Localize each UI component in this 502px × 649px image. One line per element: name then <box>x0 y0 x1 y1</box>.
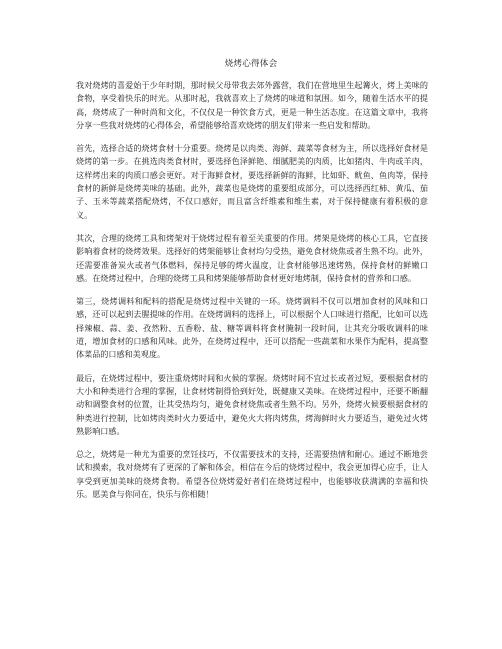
paragraph-conclusion: 总之，烧烤是一种尤为重要的烹饪技巧，不仅需要技术的支持，还需要热情和耐心。通过不断地尝试和摸索，我对烧烤有了更深的了解和体会，相信在今后的烧烤过程中，我会更加得心应手，让人享受到更加美味的烧烤食物。希望各位烧烤爱好者们在烧烤过程中，也能够收获满满的幸福和快乐。愿美食与你同在，快乐与你相随！ <box>76 449 428 500</box>
document-body <box>76 79 428 501</box>
paragraph-heat-control: 最后，在烧烤过程中，要注重烧烤时间和火候的掌握。烧烤时间不宜过长或者过短，要根据食材的大小和种类进行合理的掌握，让食材烤制得恰到好处，既健康又美味。在烧烤过程中，还要不断翻动和调整食材的位置，让其受热均匀，避免食材烧焦或者生熟不均。另外，烧烤火候要根据食材的种类进行控制，比如烤肉类时火力要适中，避免火大将肉烤焦，烤海鲜时火力要适当，避免过火烤熟影响口感。 <box>76 372 428 436</box>
paragraph-intro: 我对烧烤的喜爱始于少年时期，那时候父母带我去郊外露营，我们在营地里生起篝火，烤上美味的食物，享受着快乐的时光。从那时起，我就喜欢上了烧烤的味道和氛围。如今，随着生活水平的提高，烧烤成了一种时尚和文化，不仅仅是一种饮食方式，更是一种生活态度。在这篇文章中，我将分享一些我对烧烤的心得体会，希望能够给喜欢烧烤的朋友们带来一些启发和帮助。 <box>76 80 428 130</box>
paragraph-ingredients: 首先，选择合适的烧烤食材十分重要。烧烤是以肉类、海鲜、蔬菜等食材为主，所以选择好食材是烧烤的第一步。在挑选肉类食材时，要选择色泽鲜艳、细腻肥美的肉质，比如猪肉、牛肉或羊肉，这样烤出来的肉质口感会更好。对于海鲜食材，要选择新鲜的海鲜，比如虾、鱿鱼、鱼肉等，保持食材的新鲜是烧烤美味的基础。此外，蔬菜也是烧烤的重要组成部分，可以选择西红柿、黄瓜、茄子、玉米等蔬菜搭配烧烤，不仅口感好，而且富含纤维素和维生素，对于保持健康有着积极的意义。 <box>76 143 428 220</box>
paragraph-tools: 其次，合理的烧烤工具和烤架对于烧烤过程有着至关重要的作用。烤架是烧烤的核心工具，它直接影响着食材的烧烤效果。选择好的烤架能够让食材均匀受热，避免食材烧焦或者生熟不均。此外，还需要准备炭火或者气体燃料，保持足够的烤火温度，让食材能够迅速烤熟，保持食材的鲜嫩口感。在烧烤过程中，合理的烧烤工具和烤架能够帮助食材更好地烤制，保持食材的营养和口感。 <box>76 232 428 283</box>
document-title: 烧烤心得体会 <box>224 59 278 69</box>
paragraph-seasoning: 第三，烧烤调料和配料的搭配是烧烤过程中关键的一环。烧烤调料不仅可以增加食材的风味和口感，还可以起到去腥提味的作用。在烧烤调料的选择上，可以根据个人口味进行搭配，比如可以选择辣椒、蒜、姜、孜然粉、五香粉、盐、糖等调料将食材腌制一段时间，让其充分吸收调料的味道，增加食材的口感和风味。此外，在烧烤过程中，还可以搭配一些蔬菜和水果作为配料，提高整体菜品的口感和美观度。 <box>76 296 428 360</box>
